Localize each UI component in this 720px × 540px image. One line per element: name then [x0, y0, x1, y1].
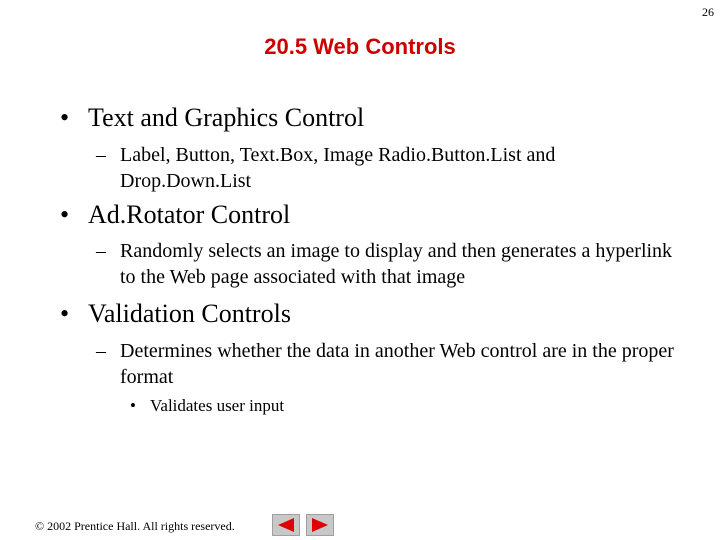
prev-slide-button[interactable] — [272, 514, 300, 536]
copyright-symbol: © — [35, 519, 45, 533]
sub-bullet-validation-desc — [96, 338, 680, 390]
slide-title: 20.5 Web Controls — [264, 34, 456, 59]
bullet-label: Validation Controls — [88, 299, 291, 328]
next-slide-button[interactable] — [306, 514, 334, 536]
page-number: 26 — [702, 5, 714, 19]
bullet-dot: • — [60, 103, 70, 132]
bullet-label: Text and Graphics Control — [88, 103, 365, 132]
sub-bullet-label: Randomly selects an image to display and then generates a hyperlink to the Web page associated with that image — [120, 240, 673, 288]
sub-bullet-adrotator-desc — [96, 238, 680, 290]
bullet-dot: • — [130, 396, 136, 415]
bullet-dash: – — [96, 340, 106, 362]
copyright-text: 2002 Prentice Hall. All rights reserved. — [47, 519, 235, 533]
bullet-adrotator-control — [60, 200, 700, 230]
bullet-dash: – — [96, 144, 106, 166]
slide-navigation — [272, 514, 334, 536]
sub-bullet-label: Label, Button, Text.Box, Image Radio.Button.List and Drop.Down.List — [120, 144, 556, 192]
bullet-dot: • — [60, 299, 70, 328]
footer-copyright — [35, 519, 235, 534]
sub-bullet-label: Determines whether the data in another Web control are in the proper format — [120, 340, 674, 388]
bullet-dot: • — [60, 200, 70, 229]
right-arrow-icon — [310, 517, 330, 533]
sub-sub-bullet-validates-input — [130, 395, 284, 417]
sub-bullet-controls-list — [96, 142, 680, 194]
sub-sub-bullet-label: Validates user input — [150, 396, 285, 415]
left-arrow-icon — [276, 517, 296, 533]
bullet-validation-controls — [60, 299, 700, 329]
bullet-dash: – — [96, 240, 106, 262]
bullet-label: Ad.Rotator Control — [88, 200, 291, 229]
bullet-text-graphics-control — [60, 103, 700, 133]
